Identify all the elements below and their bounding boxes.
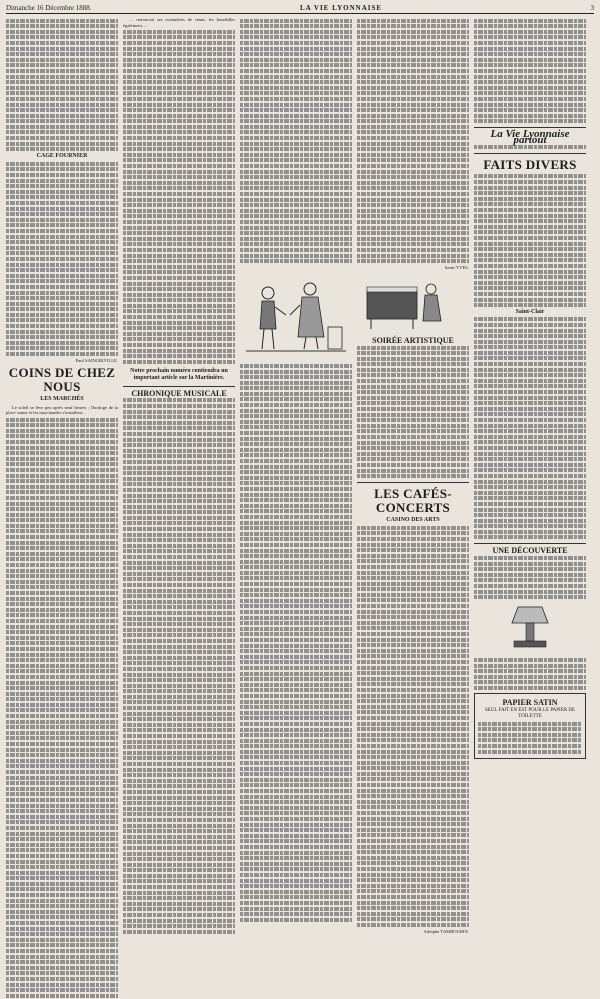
cafes-concerts-heading: LES CAFÉS-CONCERTS: [374, 486, 452, 516]
soiree-artistique-heading: SOIRÉE ARTISTIQUE: [372, 335, 454, 345]
chronique-musicale-heading: CHRONIQUE MUSICALE: [131, 388, 227, 398]
une-decouverte-heading: UNE DÉCOUVERTE: [492, 546, 568, 556]
coins-de-chez-nous-heading: COINS DE CHEZ NOUS: [8, 365, 116, 395]
papier-satin-ad: [474, 693, 586, 759]
columns: [6, 17, 594, 999]
signature-tambourin: Adolphe TAMBOURIN.: [423, 928, 469, 934]
piano-illustration: [357, 273, 469, 333]
papier-satin-ad-line: SEUL FAIT EN EST POUR LE PAPIER DE TOILETTE: [484, 707, 576, 719]
header-page: 3: [590, 4, 594, 12]
saint-clair-heading: Saint-Clair: [515, 309, 545, 316]
column-4: [357, 17, 469, 999]
les-marches-heading: LES MARCHÉS: [40, 396, 84, 403]
papier-satin-heading: PAPIER SATIN: [502, 697, 558, 707]
column-3: [240, 17, 352, 999]
header-date: Dimanche 16 Décembre 1888.: [6, 4, 92, 12]
column-5: [474, 17, 586, 999]
column-1: [6, 17, 118, 999]
column-2: [123, 17, 235, 999]
notice-prochain-numero: Notre prochain numéro contiendra un important article sur la Martinière.: [130, 367, 228, 381]
header-title: LA VIE LYONNAISE: [299, 4, 383, 12]
lamp-illustration: [474, 601, 586, 655]
signature-saint-yves: Saint-YVES.: [444, 264, 469, 270]
vie-lyonnaise-partout-heading: La Vie Lyonnaise partout: [490, 128, 570, 146]
page-header: [6, 4, 594, 14]
signature-saingriville: Paul SAINGRIVILLE.: [75, 357, 118, 363]
cartoon-illustration: [240, 267, 352, 359]
column-2-intro: … retrouvait ses cuisinières de céans, les bourdilles également, ...: [123, 17, 235, 28]
cage-fournier-heading: CAGE FOURNIER: [36, 153, 88, 160]
les-marches-intro: Le soleil se lève peu après neuf heures ; l'horloge de la place sonne et les marchandes s'installent...: [6, 404, 118, 416]
faits-divers-heading: FAITS DIVERS: [483, 157, 577, 173]
casino-des-arts-heading: CASINO DES ARTS: [386, 517, 440, 524]
